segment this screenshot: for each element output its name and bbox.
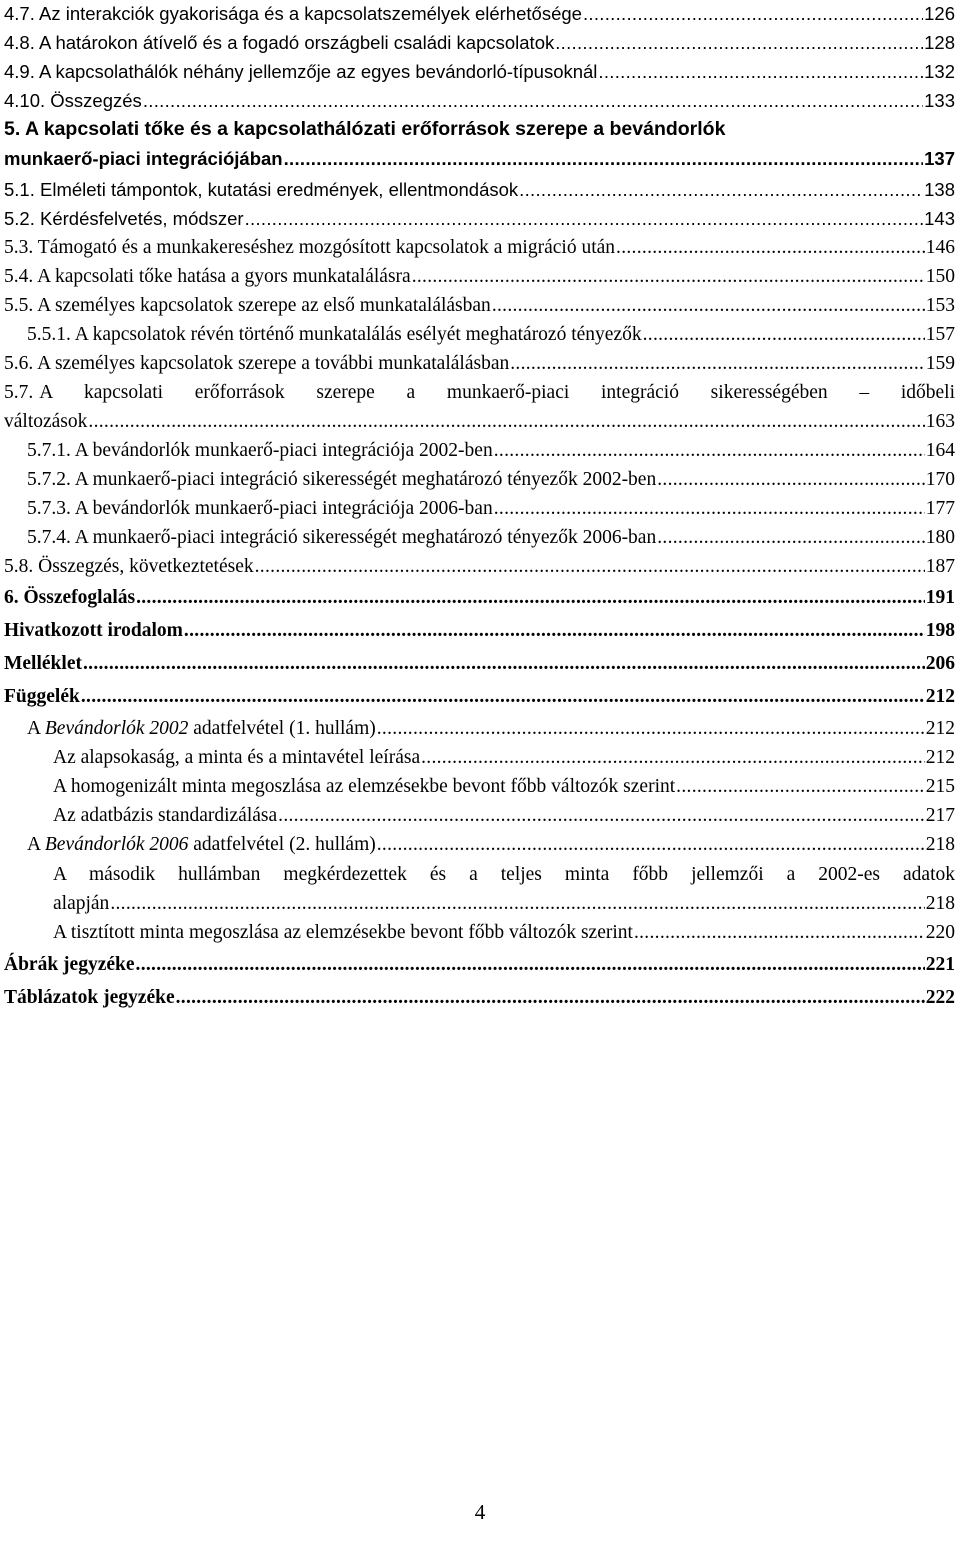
toc-number: 6. <box>4 587 19 608</box>
toc-number: 5.7. <box>4 382 34 403</box>
toc-leader <box>634 918 925 947</box>
toc-number: 4.8. <box>4 32 35 53</box>
toc-leader <box>377 714 925 743</box>
toc-entry[interactable] <box>4 950 955 979</box>
toc-title: A kapcsolatok révén történő munkatalálás esélyét meghatározó tényezők <box>74 324 642 345</box>
toc-number: 5.1. <box>4 179 35 200</box>
toc-leader <box>255 552 925 581</box>
toc-number: 4.9. <box>4 61 35 82</box>
toc-leader <box>377 830 925 859</box>
toc-title: Összefoglalás <box>23 587 136 608</box>
toc-number: 5.7.2. <box>27 469 71 490</box>
toc-leader <box>598 57 923 86</box>
toc-leader <box>245 204 924 233</box>
toc-number: 5.4. <box>4 266 34 287</box>
toc-entry[interactable] <box>4 233 955 262</box>
toc-leader <box>583 0 923 28</box>
toc-leader <box>510 349 925 378</box>
toc-title: A homogenizált minta megoszlása az elemzésekbe bevont főbb változók szerint <box>53 776 676 797</box>
toc-number: 5.5. <box>4 295 34 316</box>
toc-entry[interactable] <box>27 436 955 465</box>
toc-title: Táblázatok jegyzéke <box>4 987 175 1008</box>
toc-leader <box>616 233 925 262</box>
toc-page-number: 170 <box>925 469 955 490</box>
toc-title: változások <box>4 411 88 432</box>
toc-title: Melléklet <box>4 653 82 674</box>
toc-entry-line[interactable]: A második hullámban megkérdezettek és a teljes minta főbb jellemzői a 2002-es adatok <box>53 864 955 885</box>
toc-number: 5. <box>4 118 21 140</box>
toc-title: Hivatkozott irodalom <box>4 620 183 641</box>
toc-page-number: 163 <box>925 411 955 432</box>
toc-leader <box>110 889 924 918</box>
toc-page-number: 133 <box>924 90 955 111</box>
toc-entry[interactable] <box>4 349 955 378</box>
toc-entry[interactable] <box>4 616 955 645</box>
toc-leader <box>278 801 925 830</box>
toc-leader <box>136 583 925 612</box>
toc-title: Támogató és a munkakereséshez mozgósított kapcsolatok a migráció után <box>37 237 616 258</box>
toc-number: 4.7. <box>4 3 35 24</box>
toc-leader <box>143 86 923 115</box>
toc-title: Összegzés, következtetések <box>38 556 254 577</box>
toc-number: 5.6. <box>4 353 34 374</box>
toc-page-number: 159 <box>925 353 955 374</box>
toc-entry[interactable] <box>27 465 955 494</box>
toc-leader <box>421 743 925 772</box>
toc-page-number: 164 <box>925 440 955 461</box>
toc-entry[interactable] <box>27 714 955 743</box>
toc-entry[interactable] <box>4 291 955 320</box>
toc-title: Az adatbázis standardizálása <box>53 805 278 826</box>
toc-title: munkaerő-piaci integrációjában <box>4 148 283 169</box>
toc-title: Összegzés <box>50 90 142 111</box>
toc-leader <box>555 28 923 57</box>
toc-entry[interactable] <box>27 320 955 349</box>
toc-title: Ábrák jegyzéke <box>4 954 135 975</box>
toc-title: A munkaerő-piaci integráció sikerességét meghatározó tényezők 2002-ben <box>74 469 657 490</box>
toc-entry[interactable] <box>4 649 955 678</box>
toc-number: 5.8. <box>4 556 34 577</box>
toc-title: Kérdésfelvetés, módszer <box>40 208 244 229</box>
toc-page-number: 180 <box>925 527 955 548</box>
toc-title: A kapcsolati erőforrások szerepe a munkaerő-piaci integráció sikerességében – időbeli <box>39 382 955 403</box>
toc-leader <box>176 983 925 1012</box>
toc-page-number: 150 <box>925 266 955 287</box>
toc-entry[interactable] <box>4 262 955 291</box>
toc-title: A személyes kapcsolatok szerepe az első munkatalálásban <box>37 295 491 316</box>
toc-page-number: 146 <box>925 237 955 258</box>
toc-page-number: 132 <box>924 61 955 82</box>
toc-page-number: 218 <box>925 834 955 855</box>
toc-number: 5.3. <box>4 237 34 258</box>
toc-page-number: 128 <box>924 32 955 53</box>
toc-entry[interactable] <box>4 407 955 436</box>
toc-page-number: 220 <box>925 922 955 943</box>
toc-page-number: 187 <box>925 556 955 577</box>
toc-number: 5.7.4. <box>27 527 71 548</box>
toc-title: A kapcsolathálók néhány jellemzője az egyes bevándorló-típusoknál <box>38 61 598 82</box>
toc-page-number: 212 <box>925 747 955 768</box>
survey-name: Bevándorlók 2006 <box>44 834 189 855</box>
toc-page-number: 221 <box>925 954 955 975</box>
toc-title: A kapcsolati tőke hatása a gyors munkatalálásra <box>37 266 411 287</box>
toc-entry-line[interactable] <box>4 378 955 407</box>
toc-entry[interactable] <box>4 0 955 28</box>
toc-page-number: 218 <box>925 893 955 914</box>
toc-leader <box>676 772 925 801</box>
toc-entry[interactable] <box>53 889 955 918</box>
toc-entry[interactable] <box>4 86 955 115</box>
toc-number: 5.7.1. <box>27 440 71 461</box>
toc-title: Az alapsokaság, a minta és a mintavétel leírása <box>53 747 421 768</box>
toc-page-number: 143 <box>924 208 955 229</box>
toc-page-number: 212 <box>925 686 955 707</box>
toc-entry-line[interactable] <box>4 115 725 144</box>
survey-name: Bevándorlók 2002 <box>44 718 189 739</box>
toc-entry[interactable] <box>4 583 955 612</box>
toc-leader <box>494 436 925 465</box>
toc-page-number: 153 <box>925 295 955 316</box>
toc-leader <box>657 523 925 552</box>
toc-title: A munkaerő-piaci integráció sikerességét meghatározó tényezők 2006-ban <box>74 527 657 548</box>
toc-number: 5.2. <box>4 208 35 229</box>
toc-page-number: 198 <box>925 620 955 641</box>
toc-entry[interactable] <box>27 830 955 859</box>
toc-page-number: 217 <box>925 805 955 826</box>
toc-leader <box>284 144 924 173</box>
toc-entry[interactable] <box>53 801 955 830</box>
toc-page-number: 157 <box>925 324 955 345</box>
toc-page-number: 137 <box>924 148 955 169</box>
toc-page-number: 138 <box>924 179 955 200</box>
toc-title: alapján <box>53 893 110 914</box>
toc-entry[interactable] <box>4 682 955 711</box>
page-number: 4 <box>474 1500 486 1524</box>
toc-title: A bevándorlók munkaerő-piaci integrációja 2002-ben <box>74 440 493 461</box>
toc-title: A Bevándorlók 2002 adatfelvétel (1. hullám) <box>27 718 376 739</box>
toc-entry[interactable] <box>4 28 955 57</box>
toc-title: A Bevándorlók 2006 adatfelvétel (2. hullám) <box>27 834 376 855</box>
toc-number: 4.10. <box>4 90 46 111</box>
toc-title: A kapcsolati tőke és a kapcsolathálózati erőforrások szerepe a bevándorlók <box>24 118 726 140</box>
toc-title: Az interakciók gyakorisága és a kapcsolatszemélyek elérhetősége <box>38 3 582 24</box>
toc-leader <box>657 465 925 494</box>
toc-leader <box>494 494 925 523</box>
toc-number: 5.5.1. <box>27 324 71 345</box>
toc-page-number: 177 <box>925 498 955 519</box>
toc-title: A személyes kapcsolatok szerepe a további munkatalálásban <box>37 353 510 374</box>
toc-entry[interactable] <box>4 983 955 1012</box>
toc-title: A határokon átívelő és a fogadó országbeli családi kapcsolatok <box>38 32 555 53</box>
toc-entry[interactable] <box>4 204 955 233</box>
toc-leader <box>81 682 925 711</box>
toc-entry[interactable] <box>27 523 955 552</box>
toc-entry[interactable] <box>53 918 955 947</box>
toc-entry[interactable] <box>4 175 955 204</box>
toc-page-number: 222 <box>925 987 955 1008</box>
toc-page-number: 215 <box>925 776 955 797</box>
toc-leader <box>184 616 925 645</box>
toc-page-number: 126 <box>924 3 955 24</box>
toc-entry[interactable] <box>4 552 955 581</box>
toc-entry[interactable] <box>53 743 955 772</box>
toc-entry[interactable] <box>4 57 955 86</box>
toc-title: Elméleti támpontok, kutatási eredmények, ellentmondások <box>40 179 519 200</box>
toc-leader <box>643 320 925 349</box>
toc-entry[interactable] <box>4 144 955 173</box>
toc-entry[interactable] <box>27 494 955 523</box>
toc-leader <box>83 649 925 678</box>
toc-leader <box>492 291 925 320</box>
toc-leader <box>412 262 925 291</box>
toc-page-number: 191 <box>925 587 955 608</box>
toc-page-number: 206 <box>925 653 955 674</box>
toc-title: A tisztított minta megoszlása az elemzésekbe bevont főbb változók szerint <box>53 922 633 943</box>
toc-entry[interactable] <box>53 772 955 801</box>
toc-leader <box>519 175 923 204</box>
toc-title: Függelék <box>4 686 80 707</box>
toc-leader <box>136 950 925 979</box>
toc-number: 5.7.3. <box>27 498 71 519</box>
toc-leader <box>88 407 924 436</box>
toc-title: A bevándorlók munkaerő-piaci integrációja 2006-ban <box>74 498 493 519</box>
toc-page-number: 212 <box>925 718 955 739</box>
